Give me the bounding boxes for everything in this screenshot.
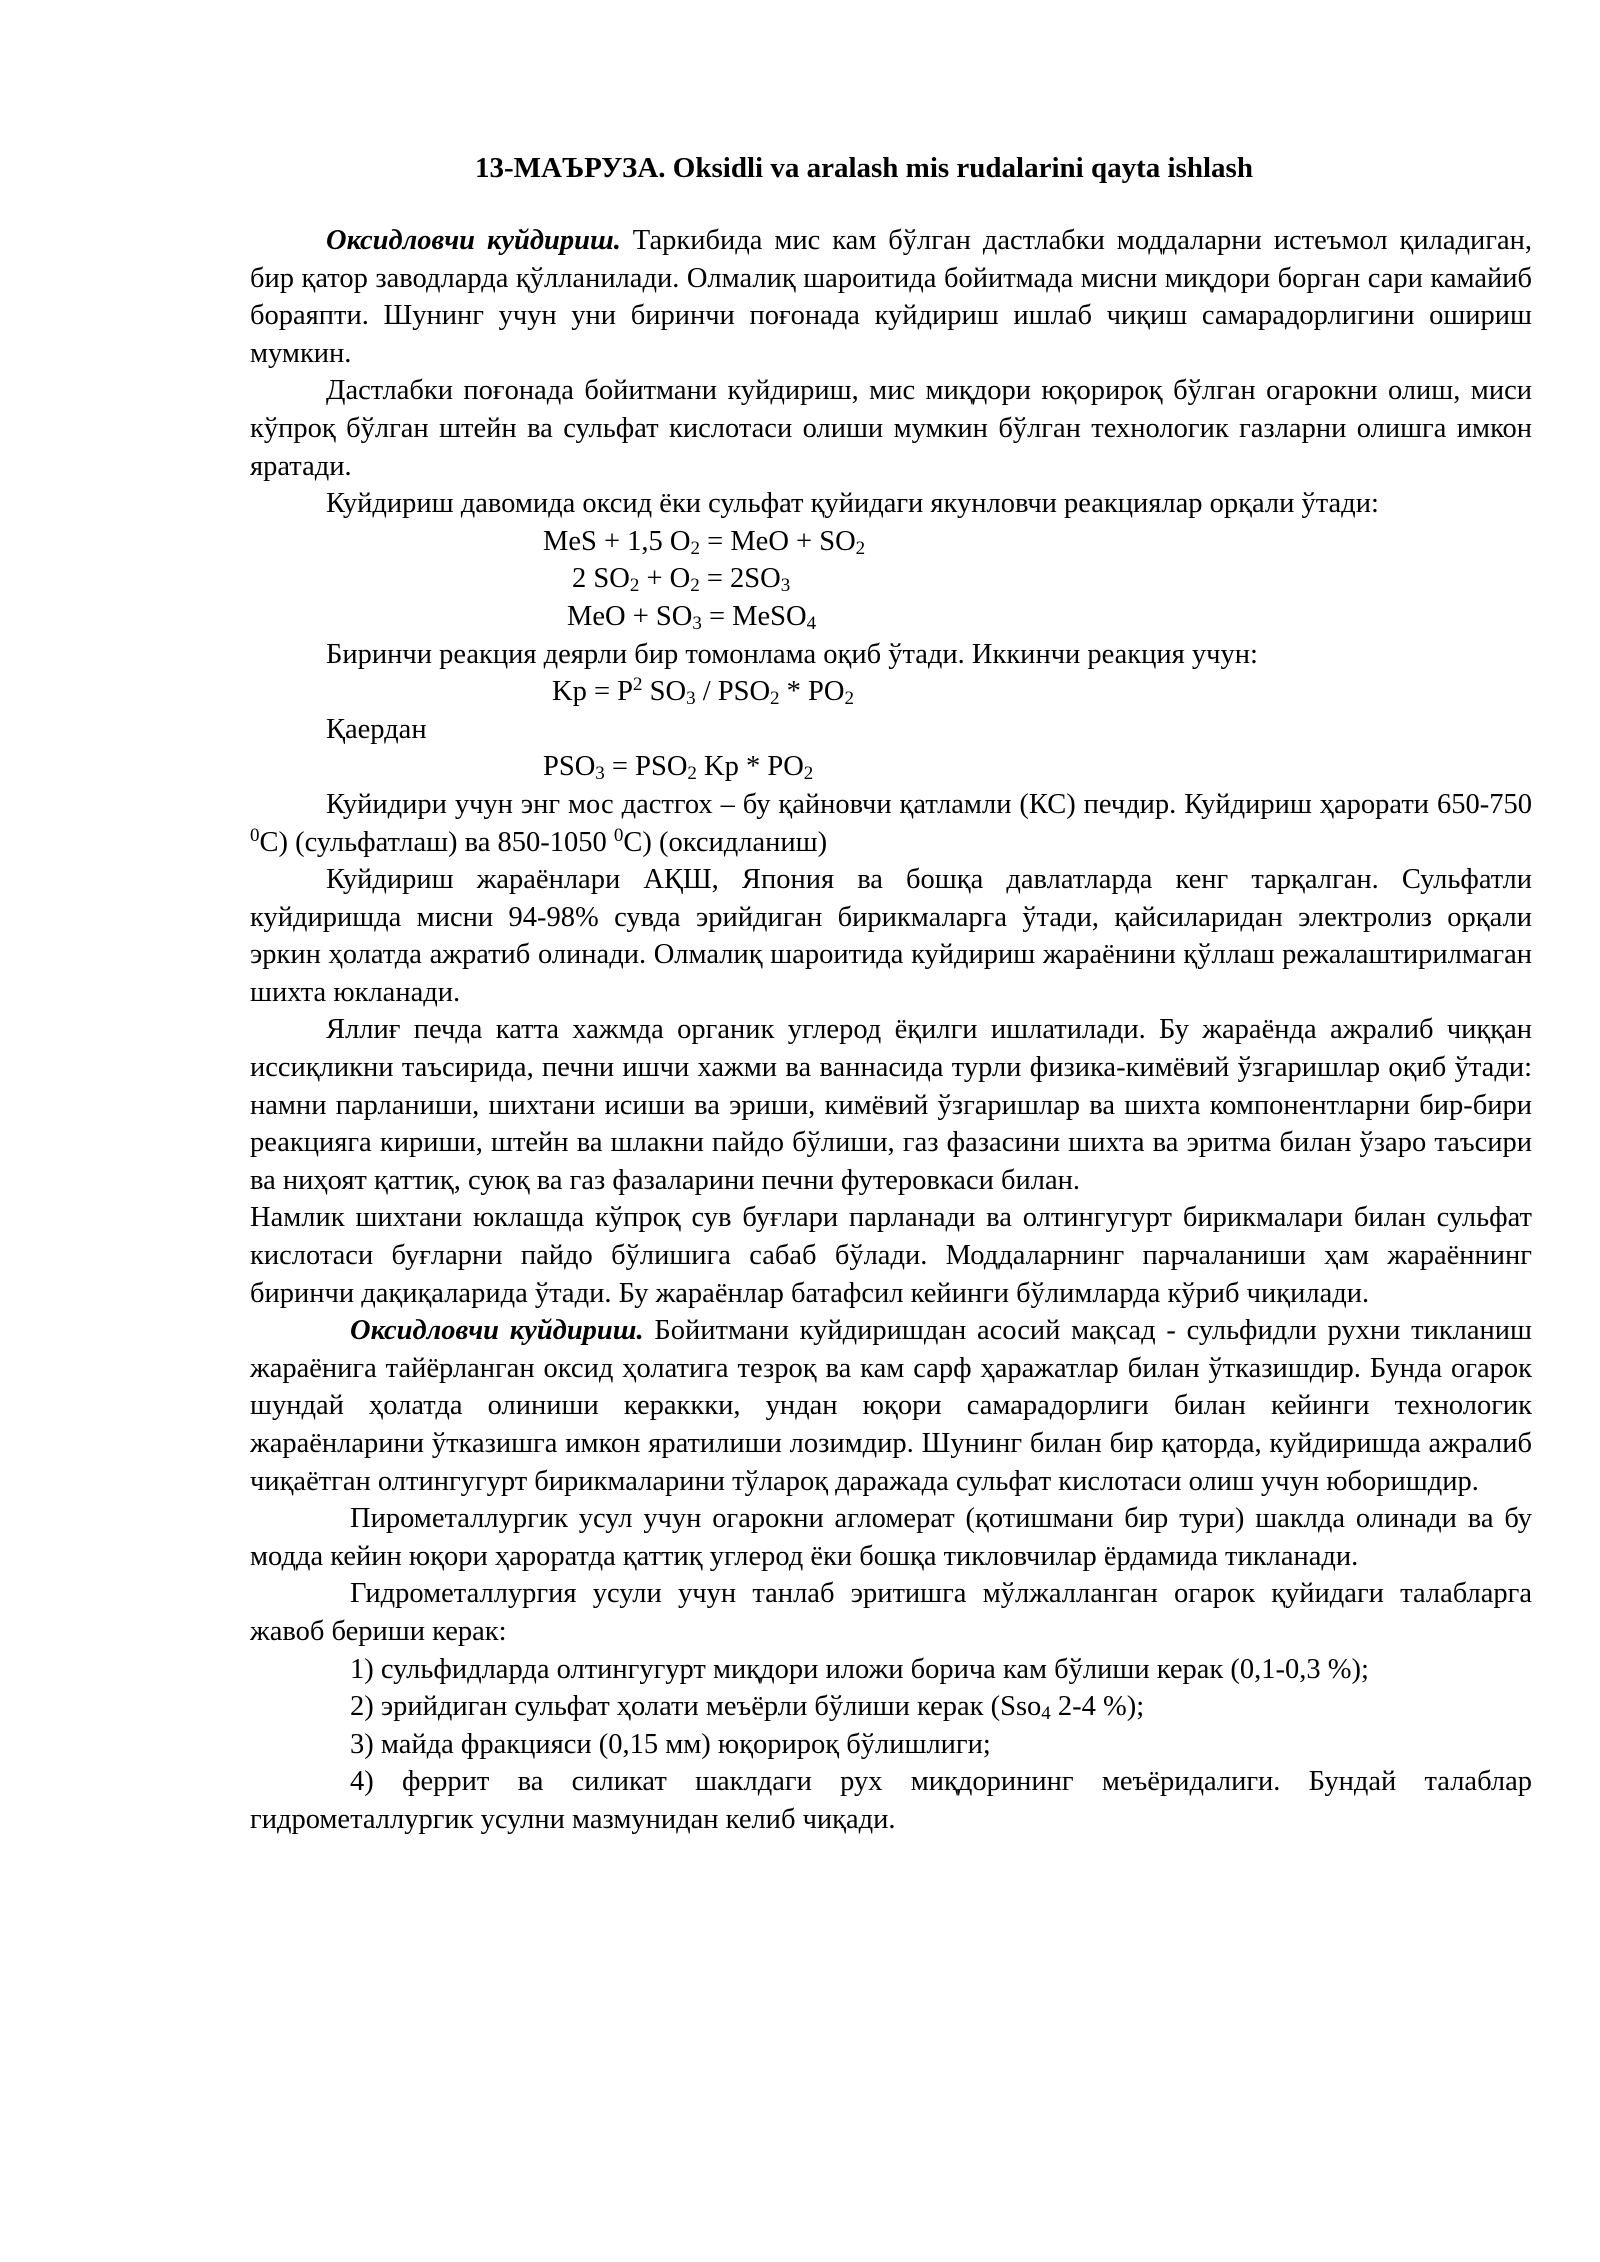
paragraph-lead: Оксидловчи куйдириш. <box>326 225 621 256</box>
equation-1: MeS + 1,5 $O_2$ = MeO + $SO_2$ <box>543 525 866 559</box>
paragraph-6: Куйидири учун энг мос дастгох – бу қайновчи қатламли (КС) печдир. Куйдириш ҳарорати 650-750 $^0$С) (сульфатлаш) ва 850-1050 $^0$С) (оксидланиш) <box>250 788 1532 858</box>
list-item-2: 2) эрийдиган сульфат ҳолати меъёрли бўлиши керак (Sso$_4$ 2-4 %); <box>350 1691 1145 1725</box>
equation-2: 2 $SO_2 + O_2 = 2SO_3$ <box>572 563 791 597</box>
paragraph-12: Гидрометаллургия усули учун танлаб эритишга мўлжалланган огарок қуйидаги талабларга жавоб бериши керак: <box>250 1578 1532 1647</box>
equation-3: MeO + $SO_3$ = MeSO$_4$ <box>567 600 817 634</box>
paragraph-3: Куйдириш давомида оксид ёки сульфат қуйидаги якунловчи реакциялар орқали ўтади: <box>326 488 1379 520</box>
list-item-1: 1) сульфидларда олтингугурт миқдори иложи борича кам бўлиши керак (0,1-0,3 %); <box>350 1653 1369 1685</box>
paragraph-1 <box>250 222 1532 372</box>
paragraph-8: Яллиғ печда катта хажмда органик углерод ёқилги ишлатилади. Бу жараёнда ажралиб чиққан иссиқликни таъсирида, печни ишчи хажми ва ваннасида турли физика-кимёвий ўзгаришлар оқиб ўтади: намни парланиши, шихтани исиши ва эриши, кимёвий ўзгаришлар ва шихта компонентларни бир-бири реакцияга кириши, штейн ва шлакни пайдо бўлиши, газ фазасини шихта ва эритма билан ўзаро таъсири ва ниҳоят қаттиқ, суюқ ва газ фазаларини печни футеровкаси билан. <box>250 1014 1532 1196</box>
paragraph-text: Бойитмани куйдиришдан асосий мақсад - сульфидли рухни тикланиш жараёнига тайёрланган оксид ҳолатига тезроқ ва кам сарф ҳаражатлар билан ўтказишдир. Бунда огарок шундай ҳолатда олиниши кераккки, ундан юқори самарадорлиги билан кейинги технологик жараёнларини ўтказишга имкон яратилиши лозимдир. Шунинг билан бир қаторда, куйдиришда ажралиб чиқаётган олтингугурт бирикмаларини тўлароқ даражада сульфат кислотаси олиш учун юборишдир. <box>250 1315 1532 1497</box>
paragraph-text: Таркибида мис кам бўлган дастлабки моддаларни истеъмол қиладиган, бир қатор заводларда қўлланилади. Олмалиқ шароитида бойитмада мисни миқдори борган сари камайиб бораяпти. Шунинг учун уни биринчи поғонада куйдириш ишлаб чиқиш самарадорлигини ошириш мумкин. <box>250 225 1532 369</box>
equation-5: $PSO_3 = PSO_2$ Kp * $PO_2$ <box>543 751 814 785</box>
paragraph-9: Намлик шихтани юклашда кўпроқ сув буғлари парланади ва олтингугурт бирикмалари билан сульфат кислотаси буғларни пайдо бўлишига сабаб бўлади. Моддаларнинг парчаланиши ҳам жараённинг биринчи дақиқаларида ўтади. Бу жараёнлар батафсил кейинги бўлимларда кўриб чиқилади. <box>250 1202 1532 1309</box>
paragraph-lead: Оксидловчи куйдириш. <box>350 1315 644 1347</box>
page-title: 13-МАЪРУЗА. Oksidli va aralash mis rudalarini qayta ishlash <box>475 152 1253 184</box>
paragraph-2: Дастлабки поғонада бойитмани куйдириш, мис миқдори юқорироқ бўлган огарокни олиш, миси кўпроқ бўлган штейн ва сульфат кислотаси олиши мумкин бўлган технологик газларни олишга имкон яратади. <box>250 375 1532 482</box>
paragraph-7: Куйдириш жараёнлари АҚШ, Япония ва бошқа давлатларда кенг тарқалган. Сульфатли куйдиришда мисни 94-98% сувда эрийдиган бирикмаларга ўтади, қайсиларидан электролиз орқали эркин ҳолатда ажратиб олинади. Олмалиқ шароитида куйдириш жараёнини қўллаш режалаштирилмаган шихта юкланади. <box>250 864 1532 1008</box>
document-page <box>250 150 1532 1839</box>
list-item-4: 4) феррит ва силикат шаклдаги рух миқдорининг меъёридалиги. Бундай талаблар гидрометаллургик усулни мазмунидан келиб чиқади. <box>250 1766 1532 1835</box>
paragraph-11: Пирометаллургик усул учун огарокни агломерат (қотишмани бир тури) шаклда олинади ва бу модда кейин юқори ҳароратда қаттиқ углерод ёки бошқа тикловчилар ёрдамида тикланади. <box>250 1503 1532 1572</box>
equation-4: $Kp = P^2$ $SO_3 / PSO_2 * PO_2$ <box>552 674 854 710</box>
paragraph-10 <box>250 1312 1532 1500</box>
paragraph-5: Қаердан <box>326 713 427 745</box>
list-item-3: 3) майда фракцияси (0,15 мм) юқорироқ бўлишлиги; <box>350 1728 991 1760</box>
paragraph-4: Биринчи реакция деярли бир томонлама оқиб ўтади. Иккинчи реакция учун: <box>326 638 1258 670</box>
